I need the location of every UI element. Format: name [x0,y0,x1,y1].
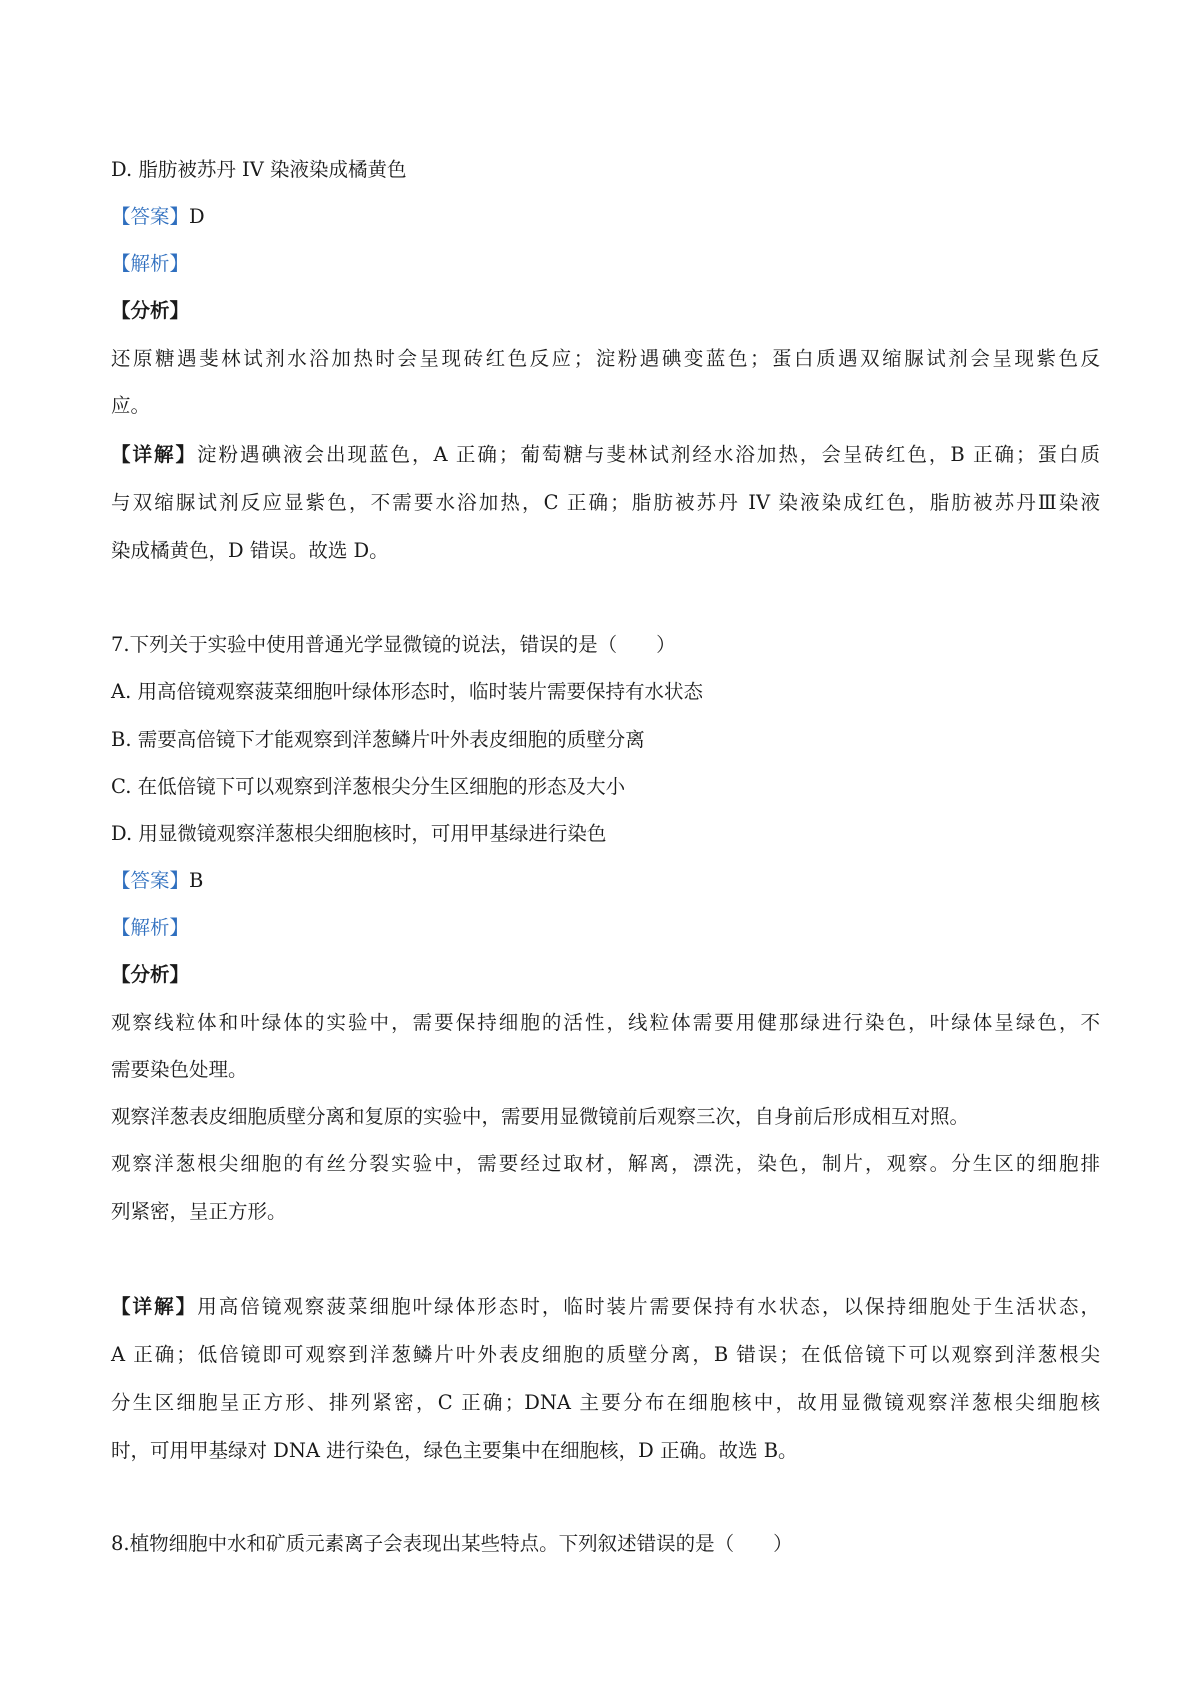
q6-fenxi-tag: 【分析】 [111,299,190,322]
q6-option-d: D. 脂肪被苏丹 IV 染液染成橘黄色 [111,158,407,181]
q7-fenxi-line-2: 需要染色处理。 [111,1058,248,1081]
detail-text: 用高倍镜观察菠菜细胞叶绿体形态时，临时装片需要保持有水状态，以保持细胞处于生活状态， [197,1295,1100,1318]
q6-fenxi-line-2: 应。 [111,394,151,417]
q7-detail-line-4: 时，可用甲基绿对 DNA 进行染色，绿色主要集中在细胞核，D 正确。故选 B。 [111,1439,798,1462]
detail-tag: 【详解】 [111,1295,198,1318]
q7-option-c: C. 在低倍镜下可以观察到洋葱根尖分生区细胞的形态及大小 [111,775,626,798]
q8-stem: 8.植物细胞中水和矿质元素离子会表现出某些特点。下列叙述错误的是（ ） [111,1532,793,1555]
q7-detail-line-1 [111,1294,1100,1320]
answer-tag: 【答案】 [111,869,190,892]
q6-detail-line-2: 与双缩脲试剂反应显紫色，不需要水浴加热，C 正确；脂肪被苏丹 IV 染液染成红色，脂肪被苏丹Ⅲ染液 [111,491,1100,514]
q6-detail-line-3: 染成橘黄色，D 错误。故选 D。 [111,539,389,562]
q7-fenxi-line-1: 观察线粒体和叶绿体的实验中，需要保持细胞的活性，线粒体需要用健那绿进行染色，叶绿体呈绿色，不 [111,1011,1100,1034]
q7-option-b: B. 需要高倍镜下才能观察到洋葱鳞片叶外表皮细胞的质壁分离 [111,728,645,751]
q7-detail-line-3: 分生区细胞呈正方形、排列紧密，C 正确；DNA 主要分布在细胞核中，故用显微镜观察洋葱根尖细胞核 [111,1391,1100,1414]
q7-detail-line-2: A 正确；低倍镜即可观察到洋葱鳞片叶外表皮细胞的质壁分离，B 错误；在低倍镜下可以观察到洋葱根尖 [111,1343,1100,1366]
q6-analysis-tag: 【解析】 [111,252,190,275]
answer-tag: 【答案】 [111,205,190,228]
q7-fenxi-line-4: 观察洋葱根尖细胞的有丝分裂实验中，需要经过取材，解离，漂洗，染色，制片，观察。分生区的细胞排 [111,1152,1100,1175]
q6-answer-line [111,204,1100,230]
q6-fenxi-line-1: 还原糖遇斐林试剂水浴加热时会呈现砖红色反应；淀粉遇碘变蓝色；蛋白质遇双缩脲试剂会呈现紫色反 [111,347,1100,370]
q7-analysis-tag: 【解析】 [111,916,190,939]
q7-stem: 7.下列关于实验中使用普通光学显微镜的说法，错误的是（ ） [111,633,676,656]
detail-text: 淀粉遇碘液会出现蓝色，A 正确；葡萄糖与斐林试剂经水浴加热，会呈砖红色，B 正确；蛋白质 [197,443,1100,466]
q7-fenxi-line-5: 列紧密，呈正方形。 [111,1200,287,1223]
q7-fenxi-line-3: 观察洋葱表皮细胞质壁分离和复原的实验中，需要用显微镜前后观察三次，自身前后形成相互对照。 [111,1105,970,1128]
answer-value: D [189,205,205,228]
detail-tag: 【详解】 [111,443,198,466]
answer-value: B [189,869,204,892]
q7-option-d: D. 用显微镜观察洋葱根尖细胞核时，可用甲基绿进行染色 [111,822,607,845]
q6-detail-line-1 [111,442,1100,468]
q7-answer-line [111,868,1100,894]
q7-option-a: A. 用高倍镜观察菠菜细胞叶绿体形态时，临时装片需要保持有水状态 [111,680,703,703]
q7-fenxi-tag: 【分析】 [111,963,190,986]
